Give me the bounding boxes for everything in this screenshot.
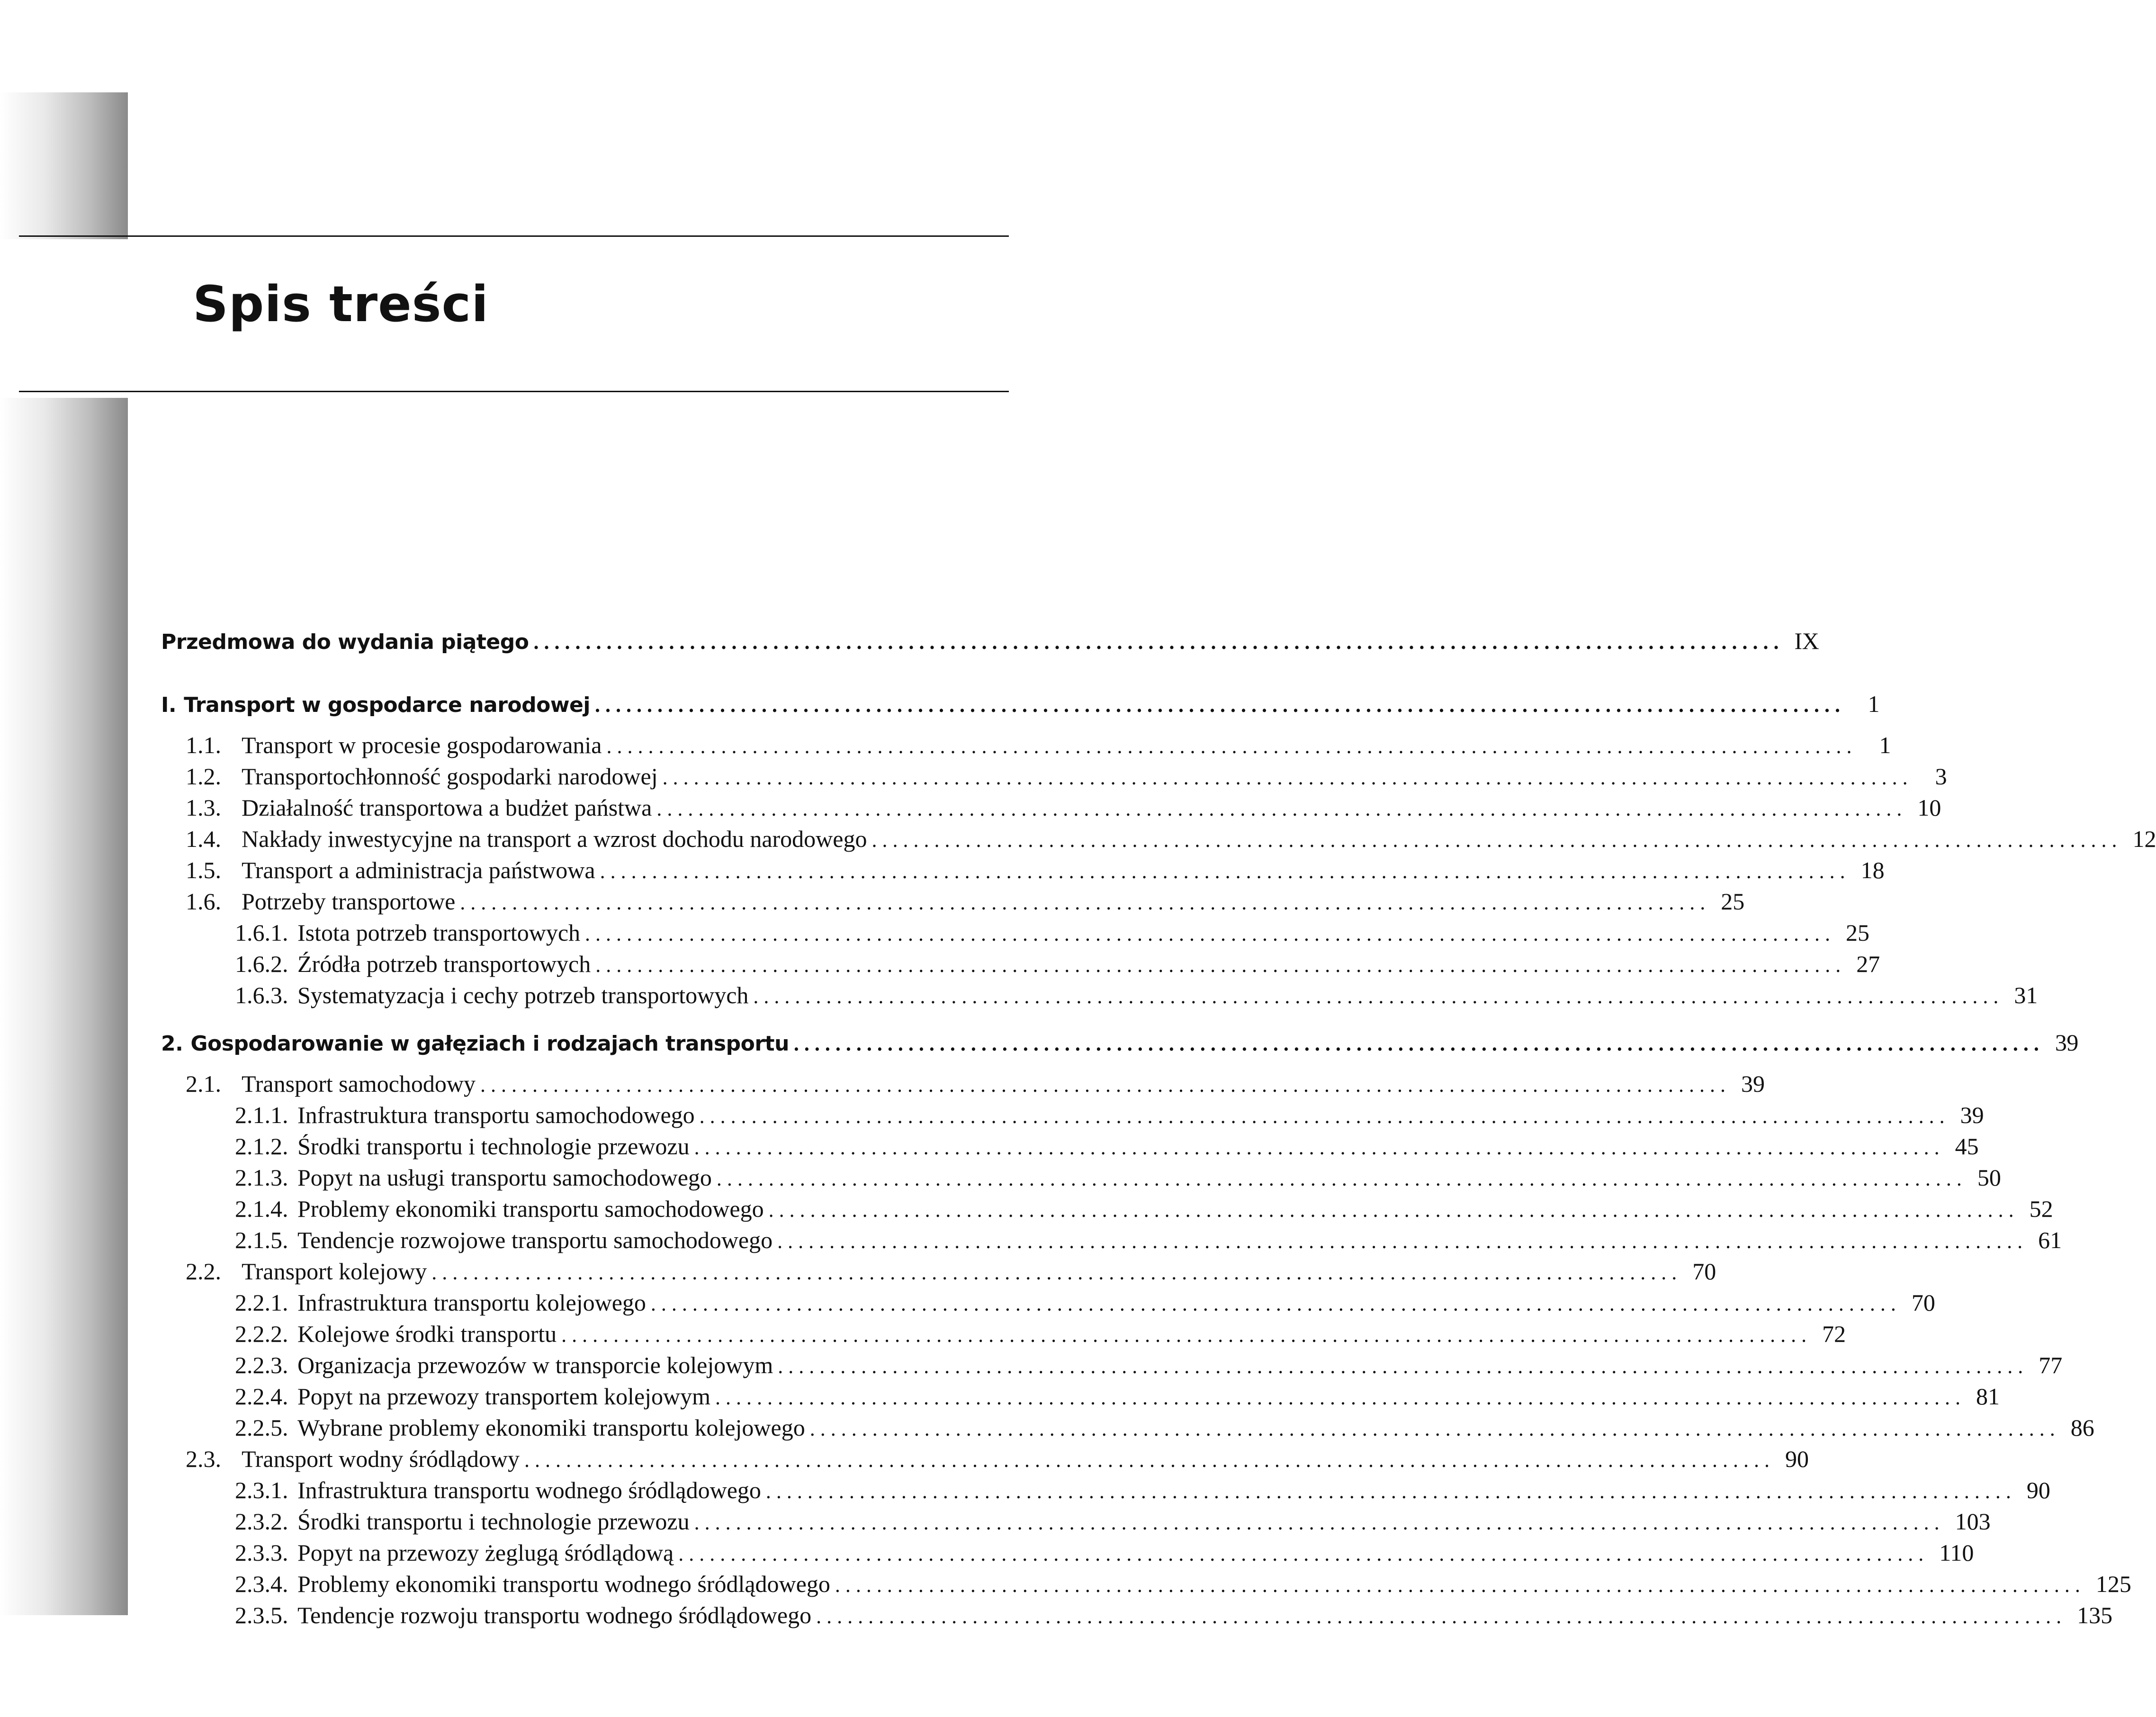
toc-entry-title: Popyt na przewozy żeglugą śródlądową — [297, 1539, 674, 1566]
toc-entry-title: Popyt na usługi transportu samochodowego — [297, 1164, 712, 1191]
dot-leader: ........................................................................................................................ — [595, 953, 1846, 977]
toc-entry-number: 2.3.4. — [235, 1571, 288, 1597]
toc-entry-number: 2.2.4. — [235, 1383, 288, 1410]
dot-leader: ........................................................................................................................ — [694, 1511, 1945, 1534]
dot-leader: ........................................................................................................................ — [585, 922, 1836, 945]
toc-entry-title: Przedmowa do wydania piątego — [161, 630, 529, 654]
page-edge-shadow-top — [0, 92, 128, 239]
toc-entry-1-6-1[interactable] — [235, 917, 1870, 948]
toc-entry-2-3[interactable] — [186, 1443, 1809, 1474]
dot-leader: ........................................................................................................................ — [662, 766, 1913, 789]
toc-entry-number: 2.2.2. — [235, 1321, 288, 1347]
toc-entry-page: 110 — [1939, 1539, 1974, 1566]
toc-entry-2-3-2[interactable] — [235, 1506, 1991, 1537]
toc-entry-number: 2.1.2. — [235, 1133, 288, 1160]
toc-entry-number: 2.3. — [186, 1446, 221, 1472]
toc-entry-page: 39 — [2055, 1029, 2078, 1056]
toc-entry-title: Infrastruktura transportu samochodowego — [297, 1102, 695, 1128]
page-title: Spis treści — [193, 275, 489, 333]
toc-entry-title: Gospodarowanie w gałęziach i rodzajach transportu — [190, 1032, 789, 1056]
toc-entry-page: 90 — [1785, 1446, 1809, 1472]
toc-entry-title: Transport w procesie gospodarowania — [242, 732, 602, 758]
toc-entry-number: 2.2.3. — [235, 1352, 288, 1378]
dot-leader: ........................................................................................................................ — [793, 1032, 2044, 1055]
toc-entry-title: Infrastruktura transportu wodnego śródlądowego — [297, 1477, 761, 1503]
toc-entry-1-1[interactable] — [186, 729, 1891, 761]
toc-entry-page: 72 — [1822, 1321, 1846, 1347]
toc-entry-title: Problemy ekonomiki transportu samochodowego — [297, 1196, 764, 1222]
toc-entry-page: 90 — [2026, 1477, 2050, 1503]
dot-leader: ........................................................................................................................ — [694, 1136, 1945, 1159]
toc-entry-1-2[interactable] — [186, 761, 1947, 792]
toc-entry-page: 135 — [2077, 1602, 2113, 1628]
toc-entry-title: Nakłady inwestycyjne na transport a wzrost dochodu narodowego — [242, 826, 867, 852]
dot-leader: ........................................................................................................................ — [816, 1605, 2067, 1628]
toc-entry-2-1-4[interactable] — [235, 1193, 2053, 1224]
toc-entry-2-1-3[interactable] — [235, 1162, 2001, 1193]
toc-entry-2-1[interactable] — [186, 1068, 1765, 1099]
toc-entry-title: Transport a administracja państwowa — [242, 857, 595, 883]
toc-entry-number: 2.1.4. — [235, 1196, 288, 1222]
dot-leader: ........................................................................................................................ — [699, 1105, 1950, 1128]
toc-entry-1-3[interactable] — [186, 792, 1941, 823]
toc-entry-number: 1.6.1. — [235, 919, 288, 946]
toc-entry-2-1-1[interactable] — [235, 1099, 1984, 1131]
toc-entry-page: 77 — [2039, 1352, 2063, 1378]
dot-leader: ........................................................................................................................ — [561, 1323, 1812, 1347]
toc-entry-page: 125 — [2095, 1571, 2131, 1597]
toc-entry-number: 1.4. — [186, 826, 221, 852]
toc-entry-title: Popyt na przewozy transportem kolejowym — [297, 1383, 711, 1410]
toc-entry-2-3-4[interactable] — [235, 1568, 2131, 1600]
dot-leader: ........................................................................................................................ — [460, 891, 1711, 914]
dot-leader: ........................................................................................................................ — [778, 1355, 2029, 1378]
dot-leader: ........................................................................................................................ — [431, 1261, 1682, 1284]
toc-entry-title: Istota potrzeb transportowych — [297, 919, 581, 946]
toc-entry-1-5[interactable] — [186, 854, 1885, 886]
toc-entry-page: 45 — [1955, 1133, 1979, 1160]
bottom-rule — [19, 391, 1009, 392]
dot-leader: ........................................................................................................................ — [765, 1480, 2016, 1503]
toc-entry-2-2-2[interactable] — [235, 1318, 1846, 1349]
dot-leader: ........................................................................................................................ — [606, 735, 1857, 758]
toc-entry-title: Wybrane problemy ekonomiki transportu kolejowego — [297, 1414, 805, 1441]
toc-entry-title: Transport samochodowy — [242, 1070, 476, 1097]
toc-entry-page: 12 — [2132, 826, 2156, 852]
toc-entry-title: Tendencje rozwojowe transportu samochodowego — [297, 1227, 773, 1253]
toc-entry-number: 2.2.1. — [235, 1289, 288, 1316]
dot-leader: ........................................................................................................................ — [835, 1573, 2085, 1597]
toc-entry-number: 2.3.3. — [235, 1539, 288, 1566]
toc-entry-title: Organizacja przewozów w transporcie kolejowym — [297, 1352, 773, 1378]
toc-entry-number: 2.2.5. — [235, 1414, 288, 1441]
dot-leader: ........................................................................................................................ — [777, 1230, 2028, 1253]
toc-entry-2-3-5[interactable] — [235, 1600, 2113, 1631]
toc-entry-page: 61 — [2038, 1227, 2062, 1253]
toc-entry-2-2-5[interactable] — [235, 1412, 2094, 1443]
toc-entry-2-2[interactable] — [186, 1256, 1716, 1287]
toc-entry-page: IX — [1794, 628, 1819, 654]
toc-entry-page: 39 — [1741, 1070, 1765, 1097]
toc-entry-page: 86 — [2070, 1414, 2094, 1441]
toc-entry-number: I. — [161, 693, 177, 717]
toc-entry-2-1-2[interactable] — [235, 1131, 1979, 1162]
toc-entry-page: 3 — [1935, 763, 1947, 790]
toc-entry-page: 18 — [1860, 857, 1885, 883]
toc-entry-page: 50 — [1977, 1164, 2001, 1191]
dot-leader: ........................................................................................................................ — [594, 693, 1845, 717]
toc-entry-1-6-2[interactable] — [235, 948, 1880, 980]
toc-entry-chapter-2[interactable] — [161, 1027, 2078, 1058]
toc-entry-preface[interactable] — [161, 625, 1819, 656]
toc-entry-number: 1.3. — [186, 794, 221, 821]
toc-entry-page: 52 — [2029, 1196, 2053, 1222]
toc-entry-number: 1.6. — [186, 888, 221, 915]
dot-leader: ........................................................................................................................ — [716, 1167, 1967, 1190]
toc-entry-title: Transport w gospodarce narodowej — [184, 693, 590, 717]
toc-entry-chapter-1[interactable] — [161, 688, 1879, 719]
toc-entry-number: 2. — [161, 1032, 183, 1056]
toc-entry-title: Transport kolejowy — [242, 1258, 427, 1285]
toc-entry-number: 2.3.5. — [235, 1602, 288, 1628]
toc-entry-number: 2.3.2. — [235, 1508, 288, 1535]
toc-entry-title: Źródła potrzeb transportowych — [297, 951, 591, 977]
toc-entry-title: Systematyzacja i cechy potrzeb transportowych — [297, 982, 749, 1008]
toc-entry-number: 2.3.1. — [235, 1477, 288, 1503]
toc-entry-page: 1 — [1879, 732, 1891, 758]
toc-entry-page: 31 — [2014, 982, 2038, 1008]
toc-entry-page: 81 — [1976, 1383, 2000, 1410]
toc-entry-title: Problemy ekonomiki transportu wodnego śródlądowego — [297, 1571, 830, 1597]
dot-leader: ........................................................................................................................ — [753, 985, 2004, 1008]
toc-entry-page: 25 — [1721, 888, 1745, 915]
toc-entry-page: 10 — [1917, 794, 1941, 821]
toc-entry-1-6[interactable] — [186, 886, 1745, 917]
toc-entry-number: 2.2. — [186, 1258, 221, 1285]
toc-entry-title: Działalność transportowa a budżet państwa — [242, 794, 652, 821]
toc-entry-2-1-5[interactable] — [235, 1224, 2062, 1256]
toc-entry-number: 2.1.5. — [235, 1227, 288, 1253]
page-edge-shadow-bottom — [0, 398, 128, 1615]
dot-leader: ........................................................................................................................ — [678, 1542, 1929, 1565]
toc-entry-2-3-3[interactable] — [235, 1537, 1974, 1568]
toc-entry-page: 70 — [1692, 1258, 1716, 1285]
dot-leader: ........................................................................................................................ — [715, 1386, 1966, 1409]
toc-entry-title: Potrzeby transportowe — [242, 888, 456, 915]
toc-entry-2-3-1[interactable] — [235, 1474, 2050, 1506]
toc-entry-1-4[interactable] — [186, 823, 2156, 854]
dot-leader: ........................................................................................................................ — [656, 797, 1907, 820]
dot-leader: ........................................................................................................................ — [809, 1417, 2060, 1440]
toc-entry-page: 25 — [1846, 919, 1870, 946]
dot-leader: ........................................................................................................................ — [480, 1073, 1731, 1097]
toc-entry-title: Tendencje rozwoju transportu wodnego śródlądowego — [297, 1602, 812, 1628]
toc-entry-page: 27 — [1856, 951, 1880, 977]
toc-entry-number: 1.1. — [186, 732, 221, 758]
toc-entry-2-2-4[interactable] — [235, 1381, 2000, 1412]
toc-entry-number: 1.6.2. — [235, 951, 288, 977]
toc-entry-number: 2.1.1. — [235, 1102, 288, 1128]
toc-entry-1-6-3[interactable] — [235, 980, 2038, 1011]
toc-entry-page: 39 — [1960, 1102, 1984, 1128]
toc-entry-number: 2.1. — [186, 1070, 221, 1097]
toc-entry-2-2-3[interactable] — [235, 1349, 2063, 1381]
dot-leader: ........................................................................................................................ — [533, 630, 1784, 654]
dot-leader: ........................................................................................................................ — [524, 1448, 1775, 1472]
dot-leader: ........................................................................................................................ — [768, 1198, 2019, 1222]
toc-entry-page: 103 — [1955, 1508, 1991, 1535]
dot-leader: ........................................................................................................................ — [871, 828, 2122, 852]
toc-entry-page: 70 — [1911, 1289, 1935, 1316]
toc-entry-page: 1 — [1868, 691, 1879, 717]
toc-entry-2-2-1[interactable] — [235, 1287, 1935, 1318]
toc-entry-title: Środki transportu i technologie przewozu — [297, 1508, 690, 1535]
toc-entry-number: 2.1.3. — [235, 1164, 288, 1191]
toc-entry-number: 1.2. — [186, 763, 221, 790]
toc-entry-title: Transport wodny śródlądowy — [242, 1446, 520, 1472]
toc-entry-title: Transportochłonność gospodarki narodowej — [242, 763, 658, 790]
toc-entry-number: 1.6.3. — [235, 982, 288, 1008]
toc-entry-title: Infrastruktura transportu kolejowego — [297, 1289, 646, 1316]
dot-leader: ........................................................................................................................ — [600, 860, 1851, 883]
dot-leader: ........................................................................................................................ — [650, 1292, 1901, 1315]
toc-entry-title: Kolejowe środki transportu — [297, 1321, 557, 1347]
toc-entry-title: Środki transportu i technologie przewozu — [297, 1133, 690, 1160]
top-rule — [19, 235, 1009, 237]
toc-entry-number: 1.5. — [186, 857, 221, 883]
